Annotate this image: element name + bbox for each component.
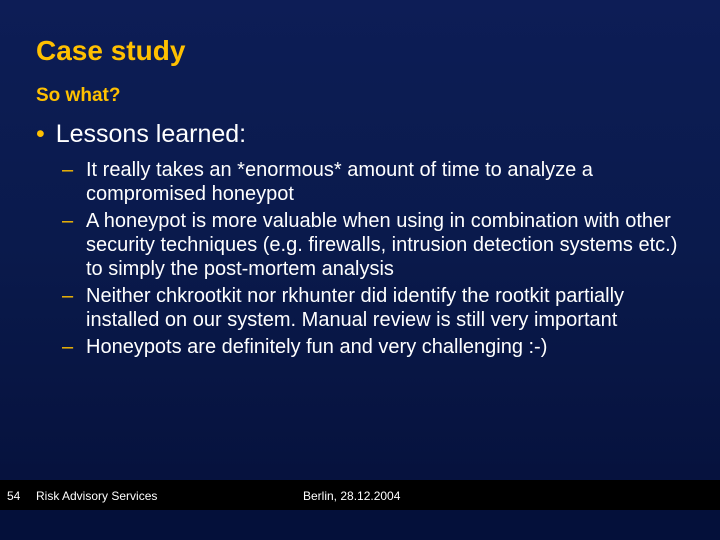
footer-strip <box>0 510 720 540</box>
slide-title: Case study <box>36 35 186 66</box>
lesson-text: Honeypots are definitely fun and very challenging :-) <box>86 336 548 358</box>
dash-icon: – <box>62 336 74 358</box>
lesson-text: Neither chkrootkit nor rkhunter did identify the rootkit partially installed on our system. Manual review is still very important <box>86 285 625 331</box>
main-bullet-text: Lessons learned: <box>55 120 247 148</box>
footer-bar <box>0 480 720 510</box>
bullet-dot-icon: • <box>36 120 45 148</box>
lesson-text: It really takes an *enormous* amount of time to analyze a compromised honeypot <box>86 159 593 205</box>
lesson-item <box>62 209 692 281</box>
dash-icon: – <box>62 159 74 181</box>
slide-subtitle: So what? <box>36 85 121 106</box>
lesson-item <box>62 335 692 359</box>
dash-icon: – <box>62 210 74 232</box>
main-bullet <box>36 118 246 150</box>
footer-date: Berlin, 28.12.2004 <box>303 489 401 503</box>
lesson-item <box>62 158 692 206</box>
lessons-list <box>62 158 692 362</box>
lesson-text: A honeypot is more valuable when using in combination with other security techniques (e.g. firewalls, intrusion detection systems etc.) to simply the post-mortem analysis <box>86 210 678 280</box>
page-number: 54 <box>7 489 21 503</box>
dash-icon: – <box>62 285 74 307</box>
footer-company: Risk Advisory Services <box>36 489 158 503</box>
lesson-item <box>62 284 692 332</box>
